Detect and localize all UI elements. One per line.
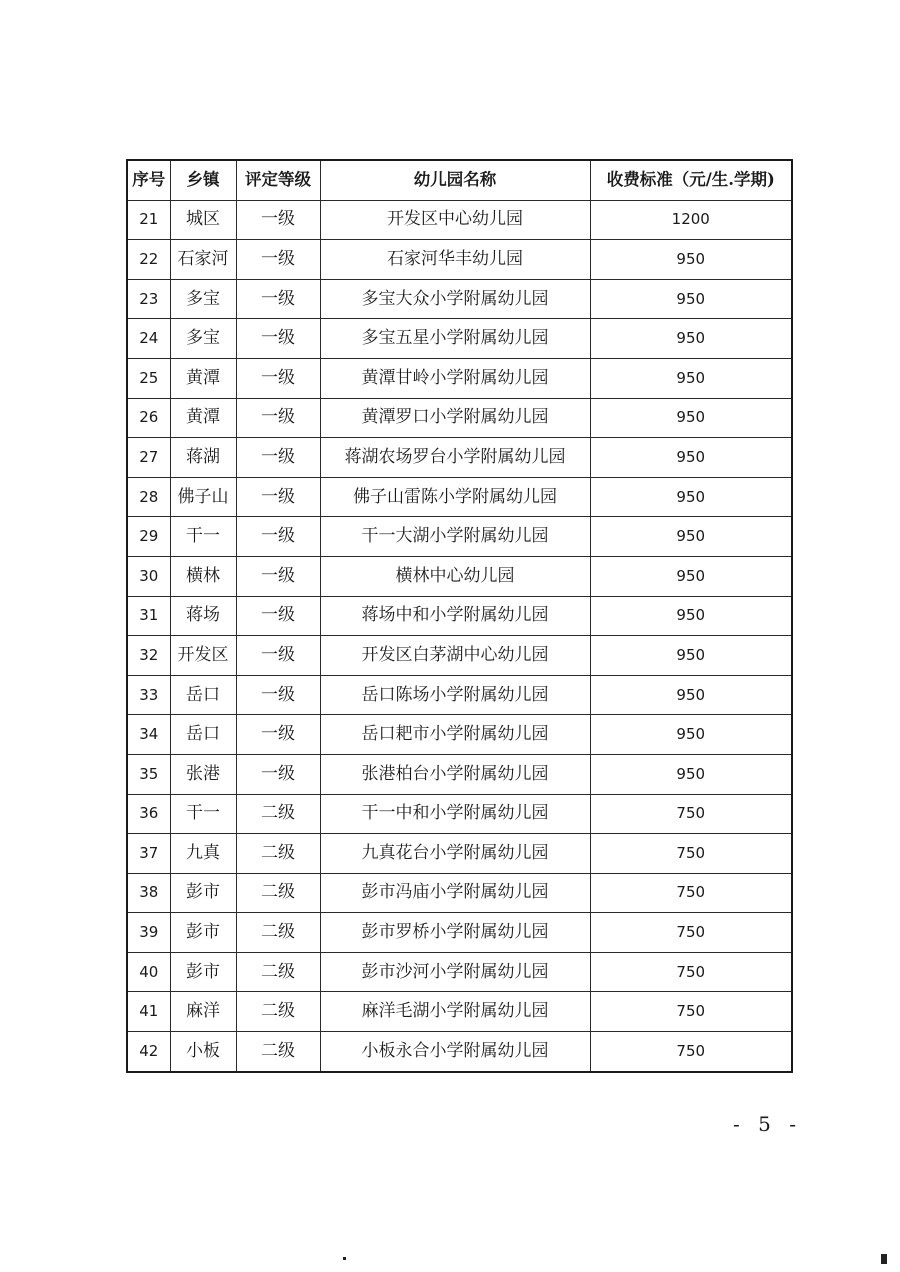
cell-name: 九真花台小学附属幼儿园 (320, 834, 590, 874)
cell-town: 干一 (170, 794, 236, 834)
header-fee: 收费标准（元/生.学期) (590, 160, 792, 200)
cell-fee: 750 (590, 913, 792, 953)
cell-name: 麻洋毛湖小学附属幼儿园 (320, 992, 590, 1032)
cell-town: 张港 (170, 754, 236, 794)
table-row (127, 240, 792, 280)
cell-level: 一级 (236, 319, 320, 359)
cell-name: 蒋湖农场罗台小学附属幼儿园 (320, 438, 590, 478)
cell-name: 彭市沙河小学附属幼儿园 (320, 952, 590, 992)
cell-fee: 950 (590, 240, 792, 280)
cell-index: 36 (127, 794, 170, 834)
cell-town: 佛子山 (170, 477, 236, 517)
cell-index: 22 (127, 240, 170, 280)
cell-fee: 950 (590, 754, 792, 794)
cell-town: 九真 (170, 834, 236, 874)
cell-town: 黄潭 (170, 398, 236, 438)
cell-town: 蒋湖 (170, 438, 236, 478)
cell-name: 干一大湖小学附属幼儿园 (320, 517, 590, 557)
table-row (127, 992, 792, 1032)
cell-level: 二级 (236, 952, 320, 992)
cell-town: 岳口 (170, 675, 236, 715)
table-row (127, 873, 792, 913)
cell-fee: 950 (590, 556, 792, 596)
header-level: 评定等级 (236, 160, 320, 200)
cell-level: 一级 (236, 200, 320, 240)
cell-index: 21 (127, 200, 170, 240)
cell-level: 一级 (236, 675, 320, 715)
table-row (127, 952, 792, 992)
cell-fee: 950 (590, 279, 792, 319)
page-number: - 5 - (733, 1112, 802, 1136)
cell-index: 26 (127, 398, 170, 438)
cell-index: 37 (127, 834, 170, 874)
cell-town: 彭市 (170, 913, 236, 953)
table-row (127, 834, 792, 874)
cell-level: 一级 (236, 477, 320, 517)
cell-fee: 750 (590, 1032, 792, 1072)
cell-town: 岳口 (170, 715, 236, 755)
cell-town: 麻洋 (170, 992, 236, 1032)
table-row (127, 675, 792, 715)
cell-index: 30 (127, 556, 170, 596)
cell-name: 开发区中心幼儿园 (320, 200, 590, 240)
cell-name: 黄潭罗口小学附属幼儿园 (320, 398, 590, 438)
table-row (127, 596, 792, 636)
cell-level: 一级 (236, 517, 320, 557)
cell-name: 岳口耙市小学附属幼儿园 (320, 715, 590, 755)
cell-index: 35 (127, 754, 170, 794)
cell-town: 小板 (170, 1032, 236, 1072)
cell-index: 40 (127, 952, 170, 992)
scan-speck (343, 1257, 346, 1260)
cell-fee: 750 (590, 873, 792, 913)
cell-name: 干一中和小学附属幼儿园 (320, 794, 590, 834)
cell-town: 蒋场 (170, 596, 236, 636)
cell-town: 彭市 (170, 952, 236, 992)
cell-fee: 950 (590, 477, 792, 517)
cell-index: 34 (127, 715, 170, 755)
cell-level: 二级 (236, 1032, 320, 1072)
table-row (127, 358, 792, 398)
cell-name: 佛子山雷陈小学附属幼儿园 (320, 477, 590, 517)
cell-town: 城区 (170, 200, 236, 240)
cell-fee: 750 (590, 794, 792, 834)
table-row (127, 715, 792, 755)
cell-fee: 950 (590, 636, 792, 676)
table-row (127, 794, 792, 834)
cell-fee: 950 (590, 398, 792, 438)
cell-level: 二级 (236, 794, 320, 834)
cell-level: 二级 (236, 834, 320, 874)
cell-fee: 950 (590, 319, 792, 359)
kindergarten-fee-table (126, 159, 793, 1073)
cell-fee: 950 (590, 517, 792, 557)
cell-name: 小板永合小学附属幼儿园 (320, 1032, 590, 1072)
cell-name: 岳口陈场小学附属幼儿园 (320, 675, 590, 715)
table-row (127, 398, 792, 438)
cell-index: 33 (127, 675, 170, 715)
cell-name: 开发区白茅湖中心幼儿园 (320, 636, 590, 676)
cell-index: 24 (127, 319, 170, 359)
table-row (127, 319, 792, 359)
header-index: 序号 (127, 160, 170, 200)
cell-level: 一级 (236, 754, 320, 794)
table-row (127, 279, 792, 319)
cell-fee: 750 (590, 992, 792, 1032)
scan-speck (881, 1254, 887, 1264)
cell-town: 多宝 (170, 279, 236, 319)
cell-level: 一级 (236, 279, 320, 319)
cell-fee: 950 (590, 715, 792, 755)
cell-fee: 1200 (590, 200, 792, 240)
cell-level: 一级 (236, 358, 320, 398)
cell-level: 二级 (236, 873, 320, 913)
table-row (127, 200, 792, 240)
cell-name: 横林中心幼儿园 (320, 556, 590, 596)
cell-level: 一级 (236, 240, 320, 280)
cell-name: 多宝五星小学附属幼儿园 (320, 319, 590, 359)
cell-town: 石家河 (170, 240, 236, 280)
table-body (127, 200, 792, 1072)
cell-level: 一级 (236, 438, 320, 478)
cell-level: 二级 (236, 992, 320, 1032)
cell-index: 29 (127, 517, 170, 557)
cell-name: 多宝大众小学附属幼儿园 (320, 279, 590, 319)
cell-index: 25 (127, 358, 170, 398)
cell-index: 41 (127, 992, 170, 1032)
cell-fee: 750 (590, 834, 792, 874)
cell-level: 一级 (236, 398, 320, 438)
header-name: 幼儿园名称 (320, 160, 590, 200)
cell-fee: 950 (590, 675, 792, 715)
cell-fee: 750 (590, 952, 792, 992)
cell-fee: 950 (590, 438, 792, 478)
header-town: 乡镇 (170, 160, 236, 200)
cell-fee: 950 (590, 358, 792, 398)
cell-town: 横林 (170, 556, 236, 596)
table-row (127, 636, 792, 676)
table-row (127, 438, 792, 478)
cell-level: 一级 (236, 715, 320, 755)
cell-town: 干一 (170, 517, 236, 557)
table-row (127, 517, 792, 557)
cell-level: 二级 (236, 913, 320, 953)
table-header-row (127, 160, 792, 200)
cell-index: 39 (127, 913, 170, 953)
cell-name: 彭市冯庙小学附属幼儿园 (320, 873, 590, 913)
table-row (127, 1032, 792, 1072)
cell-index: 27 (127, 438, 170, 478)
cell-name: 彭市罗桥小学附属幼儿园 (320, 913, 590, 953)
cell-index: 28 (127, 477, 170, 517)
cell-name: 蒋场中和小学附属幼儿园 (320, 596, 590, 636)
cell-town: 彭市 (170, 873, 236, 913)
cell-level: 一级 (236, 556, 320, 596)
cell-index: 31 (127, 596, 170, 636)
cell-level: 一级 (236, 596, 320, 636)
table-row (127, 754, 792, 794)
cell-index: 38 (127, 873, 170, 913)
cell-fee: 950 (590, 596, 792, 636)
cell-level: 一级 (236, 636, 320, 676)
cell-town: 黄潭 (170, 358, 236, 398)
cell-index: 42 (127, 1032, 170, 1072)
cell-name: 黄潭甘岭小学附属幼儿园 (320, 358, 590, 398)
table-row (127, 913, 792, 953)
cell-index: 23 (127, 279, 170, 319)
cell-name: 石家河华丰幼儿园 (320, 240, 590, 280)
table-row (127, 556, 792, 596)
cell-index: 32 (127, 636, 170, 676)
cell-name: 张港柏台小学附属幼儿园 (320, 754, 590, 794)
cell-town: 开发区 (170, 636, 236, 676)
table-row (127, 477, 792, 517)
cell-town: 多宝 (170, 319, 236, 359)
